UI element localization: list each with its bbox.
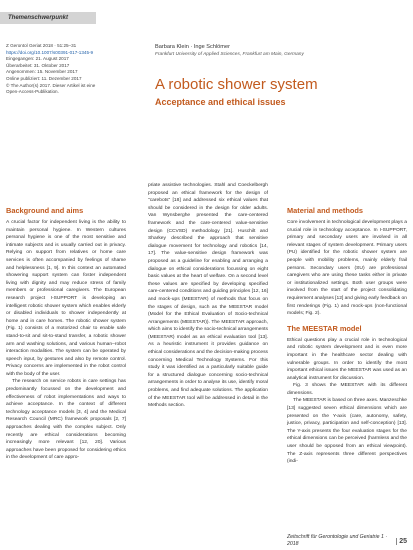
- section-heading-background: Background and aims: [6, 206, 84, 215]
- footer-journal: Zeitschrift für Gerontologie und Geriatrie 1 · 2018: [287, 534, 388, 547]
- article-title: A robotic shower system: [155, 76, 318, 93]
- theme-label: Themenschwerpunkt: [0, 12, 96, 24]
- published-date: Online publiziert: 11. Dezember 2017: [6, 75, 82, 81]
- page-footer: [287, 534, 407, 548]
- paragraph: Ethical questions play a crucial role in technological and robotic system development and is even more important in the healthcare sector dealing with vulnerable groups. In order to identify the most important ethical issues the MEESTAR was used as an analytical instrument for discussion.: [287, 337, 407, 381]
- author-affiliation: Frankfurt University of Applied Sciences, Frankfurt am Main, Germany: [155, 52, 304, 57]
- footer-divider: [396, 538, 397, 545]
- column-2: [148, 182, 268, 410]
- article-metadata: [6, 43, 146, 96]
- paragraph: The research on service robots in care settings has predominantly focussed on the development and effectiveness of robot implementations and ways to achieve acceptance. In the context of different technology acceptance models [3, 4] and the Medical Research Council (MRC) framework proposals [2, 7] approaches dealing with the complex subject. Only recently are ethical considerations becoming increasingly more relevant [12, 20]. Various approaches have been proposed for considering ethics in the development of care appro-: [6, 379, 126, 461]
- received-date: Eingegangen: 21. August 2017: [6, 56, 69, 62]
- doi-link[interactable]: https://doi.org/10.1007/s00391-017-1345-9: [6, 49, 94, 55]
- column-3: [287, 206, 407, 466]
- article-subtitle: Acceptance and ethical issues: [155, 97, 286, 107]
- section-heading-methods: Material and methods: [287, 206, 363, 215]
- journal-citation: Z Gerontol Geriat 2018 · 51:25–31: [6, 43, 77, 48]
- column-1: [6, 206, 126, 462]
- open-access-line: Open-Access-Publikation.: [6, 89, 59, 95]
- author-names: Barbara Klein · Inge Schlömer: [155, 44, 230, 50]
- author-block: [155, 44, 405, 58]
- paragraph: priate assistive technologies. Stahl and Coeckelbergh proposed an ethical framework for the design of "carebots" [18] and addressed six ethical values that should be considered in the design for older adults. Van Wynsberghe presented the care-centered framework and the care-centered value-sensitive design (CCVSD) methodology [21]. Huschilt and Sharkey described the approach that sensitive dialogue movement for technology and robotics [14, 17]. The value-sensitive design framework was proposed as a guideline for enabling and arranging a dialogue on ethical considerations focussing on eight basic values at the heart of welfare. On a second level these values are specified by developing specified care-centered conditions and guiding principles [12, 16] and mock-ups (MEESTAR) of methods that focus on the stages of design, such as the MEESTAR model (Model for the Ethical Evaluation of Socio-technical Arrangements (MEESTAR)). The MEESTAR approach, which aims to identify the socio-technical arrangements (MEESTAR) model as an ethical evaluation tool [13]. As a heuristic instrument it provides guidance on ethical considerations and the decision-making process concerning Medical Technology Systems. For this study it was identified as a particularly suitable guide for a structured dialogue concerning socio-technical arrangements in order to analyse its use, identify moral problems, and find adequate solutions. The application of the MEESTAR tool will be addressed in detail in the Methods section.: [148, 183, 268, 409]
- section-heading-meestar: The MEESTAR model: [287, 323, 362, 333]
- copyright-line: © The Author(s) 2017. Dieser Artikel ist eine: [6, 82, 96, 88]
- accepted-date: Angenommen: 15. November 2017: [6, 69, 78, 75]
- paragraph: The MEESTAR is based on three axes. Manzeschke [13] suggested seven ethical dimensions which are presented on the Y-axis (care, autonomy, safety, justice, privacy, participation and self-conception) [13]. The Y-axis presents the four evaluation stages for the ethical dimensions can be perceived (harmless and the user should be opposed from an ethical viewpoint). The Z-axis represents three different perspectives (indi-: [287, 398, 407, 465]
- paragraph: A crucial factor for independent living is the ability to maintain personal hygiene. In Western cultures personal hygiene is one of the most sensitive and intimate subjects and is usually carried out in privacy. Relying on support from relatives or home care services is often accompanied by feelings of shame and helplessness [1, 9]. In this context an automated showering support system can foster independent living with dignity and may reduce stress of family members or professional caregivers. The European research project I-SUPPORT is developing an intelligent robotic shower system which enables elderly or disabled individuals to shower independently at home and in care homes. The robotic shower system (Fig. 1) consists of a motorized chair to enable safe stand-to-sit and sit-to-stand transfer, a robotic shower arm and washing solutions, and various human–robot interaction modalities. The system can be operated by speech input, by gestures and also by remote control. Privacy concerns are implemented in the robot control with the body of the user.: [6, 220, 126, 377]
- paragraph: Core involvement in technological development plays a crucial role in technology acceptance. In I-SUPPORT, primary and secondary users are involved in all relevant stages of system development. Primary users (PU) identified for the robotic shower system are people with mobility problems, mainly elderly frail persons. Secondary users (SU) are professional caregivers who are using these tasks either in private or institutionalized settings. Both user groups were involved from the start of the project consolidating requirement analyses [12] and giving early feedback on first renderings (Fig. 1) and mock-ups (non-functional models; Fig. 2).: [287, 220, 407, 317]
- page-number: 25: [399, 537, 407, 545]
- revised-date: Überarbeitet: 31. Oktober 2017: [6, 62, 70, 68]
- paragraph: Fig. 3 shows the MEESTAR with its different dimensions.: [287, 383, 407, 396]
